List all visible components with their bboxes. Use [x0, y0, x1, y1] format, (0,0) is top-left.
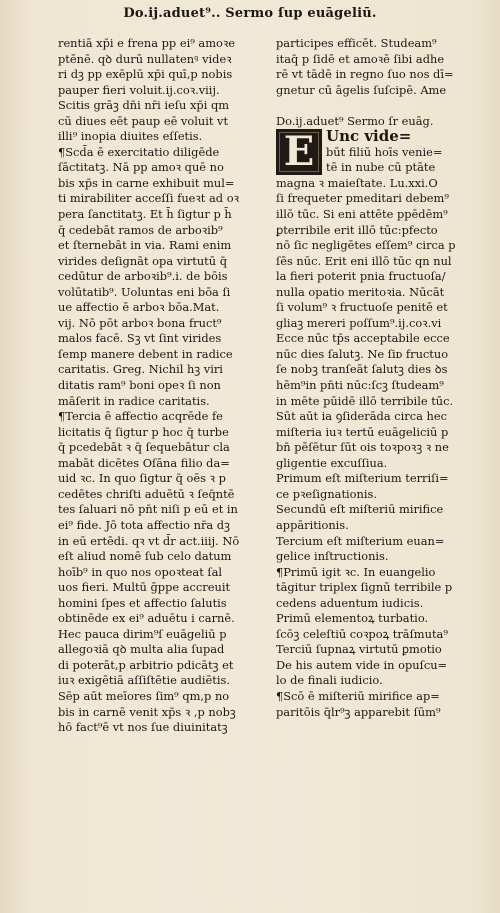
text-line: paritōis q̄lr⁹ꝫ apparebit ſūm⁹ — [276, 704, 441, 719]
text-line: ſēs nūc. Erit eni illō tūc qn nul — [276, 253, 452, 268]
text-line: tes ſaluari nō pn̄t niſi p eū et in — [58, 502, 238, 517]
text-line: q̄ cedebāt ramos de arboꝛib⁹ — [58, 222, 223, 237]
text-line: ſi volum⁹ ꝛ fructuoſe penitē et — [276, 300, 448, 315]
right-column — [276, 36, 480, 720]
text-line: Terciū ſupnaꝝ virtutū ꝑmotio — [276, 642, 442, 657]
text-line: Primū elementoꝝ turbatio. — [276, 611, 429, 626]
text-line: tē in nube cū ptāte — [326, 160, 436, 175]
text-line: licitatis q̄ ſigtur p hoc q̄ turbe — [58, 424, 229, 439]
text-line: bn̄ pēſētur ſūt ois toꝛpoꝛꝫ ꝛ ne — [276, 440, 449, 455]
running-header: Do.ij.aduet⁹.. Sermo ſup euāgeliū. — [123, 6, 377, 21]
text-line: cedētes chriſti aduētū ꝛ ſeq̄ntē — [58, 486, 235, 501]
text-line: malos facē. Sꝫ vt ſint virides — [58, 331, 222, 346]
text-line: Sēp aūt meīores ſim⁹ qm,p no — [58, 688, 230, 703]
text-line: ſe nobꝫ tranſeāt ſalutꝫ dies ꝺs — [276, 362, 448, 377]
text-line: ptēnē. qꝺ durū nullatenꝰ videꝛ — [58, 51, 232, 66]
text-line: Unc vide= — [326, 129, 412, 145]
text-line: cedens aduentum iudicis. — [276, 595, 424, 610]
text-line: būt filiū hoīs venie= — [326, 144, 443, 159]
text-line: ſcōꝫ celeſtiū coꝛpoꝝ trāſmuta⁹ — [276, 626, 448, 641]
text-line: ſemp manere debent in radice — [58, 346, 233, 361]
text-line: mabāt dicētes Oſāna filio da= — [58, 455, 230, 470]
text-line: bis in carnē venit xp̄s ꝛ ,p nobꝫ — [58, 704, 236, 719]
text-line: Scitis grāꝫ dn̄i nr̄i ieſu xp̄i qm — [58, 98, 230, 113]
text-line: cū diues eēt paup eē voluit vt — [58, 113, 229, 128]
text-line: Sūt aūt ia ꝯſiderāda circa hec — [276, 409, 447, 424]
text-line: participes efficēt. Studeam⁹ — [276, 36, 437, 50]
text-line: rentiā xp̄i e frena pp ei⁹ amoꝛe — [58, 36, 236, 50]
text-line: ſi frequeter pmeditari debem⁹ — [276, 191, 449, 206]
left-column — [58, 36, 262, 736]
text-line: volūtatib⁹. Uoluntas eni bōa ſi — [58, 284, 231, 299]
text-line: māſerit in radice caritatis. — [58, 393, 210, 408]
text-line: ce pꝛeſignationis. — [276, 486, 377, 501]
text-line: illō tūc. Si eni attēte ppēdēm⁹ — [276, 207, 448, 222]
text-line: ſāctitatꝫ. Nā pp amoꝛ quē no — [58, 160, 224, 175]
text-line: iuꝛ exigētiā aſſiſtētie audiētis. — [58, 673, 230, 688]
text-line: hoīb⁹ in quo nos opoꝛteat ſal — [58, 564, 223, 579]
text-line: eſt aliud nomē ſub celo datum — [58, 549, 232, 564]
text-line: ei⁹ fide. Jō tota affectio nr̄a dꝫ — [58, 517, 230, 532]
text-line: ri dꝫ pp exēplū xp̄i quī,p nobis — [58, 67, 233, 82]
text-line: nūc dies ſalutꝫ. Ne ſiᴅ fructuo — [276, 346, 449, 361]
text-line: Hec pauca dirim⁹ſ euāgeliū p — [58, 626, 227, 641]
initial-block — [276, 129, 480, 176]
text-line: itaq̄ p ſidē et amoꝛē ſibi adhe — [276, 51, 445, 66]
text-line: di poterāt,p arbitrio pdicātꝫ et — [58, 657, 234, 672]
text-line: illi⁹ inopia diuites eſſetis. — [58, 129, 203, 144]
text-line: uid ꝛc. In quo ſigtur q̄ oēs ꝛ p — [58, 471, 226, 486]
text-line: Ecce nūc tp̄s acceptabile ecce — [276, 331, 450, 346]
text-line: caritatis. Greg. Nichil hꝫ viri — [58, 362, 223, 377]
text-line: pauper fieri voluit.ij.coꝛ.viij. — [58, 82, 220, 97]
text-line: ti mirabiliter acceſſi fueꝛt ad oꝛ — [58, 191, 239, 206]
text-line: ue affectio ē arboꝛ bōa.Mat. — [58, 300, 220, 315]
text-line: Primum eſt miſterium terriſi= — [276, 471, 449, 486]
text-line: gligentie excuſſiua. — [276, 455, 388, 470]
text-line: cedūtur de arboꝛib⁹.i. de bōis — [58, 269, 228, 284]
text-line: nō ſic negligētes eſſem⁹ circa p — [276, 238, 456, 253]
text-line: in mēte pūidē illō terribile tūc. — [276, 393, 454, 408]
text-line: lo de finali iudicio. — [276, 673, 383, 688]
text-line: in eū ertēdi. qꝛ vt d̄r act.iiij. Nō — [58, 533, 240, 548]
text-line: ¶Scō ē miſteriū mirifice ap= — [276, 688, 440, 703]
text-line: homini ſpes et affectio ſalutis — [58, 595, 227, 610]
text-line: allegoꝛiā qꝺ multa alia ſupad — [58, 642, 225, 657]
text-line: rē vt tādē in regno ſuo nos dī= — [276, 67, 454, 82]
decorated-initial-letter: E — [276, 129, 322, 175]
text-line: gliaꝫ mereri poſſum⁹.ij.coꝛ.vi — [276, 315, 442, 330]
text-line — [276, 98, 480, 114]
text-line: Secundū eſt miſteriū mirifice — [276, 502, 444, 517]
text-line: magna ꝛ maieſtate. Lu.xxi.O — [276, 175, 438, 190]
text-line: nulla opatio meritoꝛia. Nūcāt — [276, 284, 445, 299]
text-line: virides deſignāt opa virtutū q̄ — [58, 253, 227, 268]
text-line: miſteria iuꝛ tertū euāgeliciū p — [276, 424, 449, 439]
text-line: gelice inſtructionis. — [276, 549, 389, 564]
text-line: ꝑterribile erit illō tūc:pfecto — [276, 222, 438, 237]
text-line: ¶Tercia ē affectio acqrēde fe — [58, 409, 223, 424]
text-line: bis xp̄s in carne exhibuit mul= — [58, 175, 235, 190]
text-line: obtinēde ex ei⁹ aduētu i carnē. — [58, 611, 235, 626]
text-line: vij. Nō pōt arboꝛ bona fruct⁹ — [58, 315, 222, 330]
text-line: Do.ij.aduet⁹ Sermo ſr euāg. — [276, 113, 434, 128]
text-line: hō fact⁹ē vt nos ſue diuinitatꝫ — [58, 720, 228, 735]
text-line: hēm⁹in pn̄ti nūc:ſcꝫ ſtudeam⁹ — [276, 378, 444, 393]
text-line: uos fieri. Multū ḡppe accreuit — [58, 580, 231, 595]
text-line: pera ſanctitatꝫ. Et h̄ ſigtur p h̄ — [58, 207, 232, 222]
text-line: ¶Primū igit ꝛc. In euangelio — [276, 564, 436, 579]
text-line: tāgitur triplex ſignū terribile p — [276, 580, 453, 595]
text-line: q̄ pcedebāt ꝛ q̄ ſequebātur cla — [58, 440, 230, 455]
text-line: ditatis ram⁹ boni opeꝛ ſi non — [58, 378, 221, 393]
text-line: et ſternebāt in via. Rami enim — [58, 238, 232, 253]
text-line: ¶Scd̄a ē exercitatio diligēde — [58, 144, 220, 159]
text-line: De his autem vide in opuſcu= — [276, 657, 448, 672]
text-line: gnetur cū āgelis ſuſcipē. Ame — [276, 82, 447, 97]
text-line: appāritionis. — [276, 517, 349, 532]
text-line: la fieri poterit pnia fructuoſa/ — [276, 269, 446, 284]
text-line: Tercium eſt miſterium euan= — [276, 533, 445, 548]
